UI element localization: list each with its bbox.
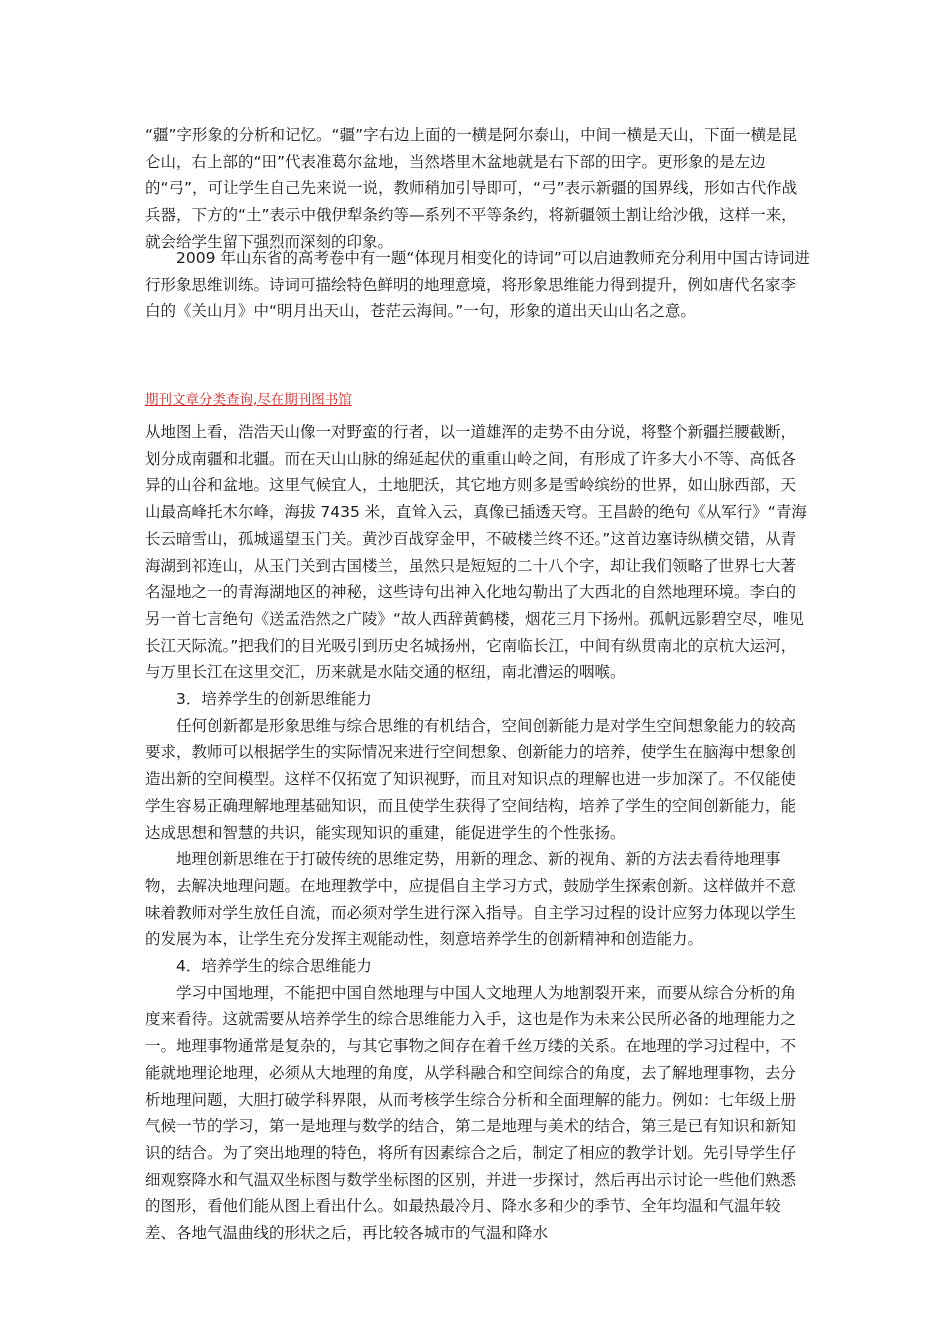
body-paragraph: 地理创新思维在于打破传统的思维定势，用新的理念、新的视角、新的方法去看待地理事物，去解决地理问题。在地理教学中，应提倡自主学习方式，鼓励学生探索创新。这样做并不意味着教师对学生放任自流，而必须对学生进行深入指导。自主学习过程的设计应努力体现以学生的发展为本，让学生充分发挥主观能动性，刻意培养学生的创新精神和创造能力。 (145, 850, 797, 949)
paragraph-text: “疆”字形象的分析和记忆。“疆”字右边上面的一横是阿尔泰山，中间一横是天山，下面一横是昆仑山，右上部的“田”代表准葛尔盆地，当然塔里木盆地就是右下部的田字。更形象的是左边的“弓”，可让学生自己先来说一说，教师稍加引导即可，“弓”表示新疆的国界线，形如古代作战兵器，下方的“土”表示中俄伊犁条约等—系列不平等条约，将新疆领土割让给沙俄，这样一来，就会给学生留下强烈而深刻的印象。 (145, 126, 798, 251)
paragraph-text: 2009 年山东省的高考卷中有一题“体现月相变化的诗词”可以启迪教师充分利用中国古诗词进行形象思维训练。诗词可描绘特色鲜明的地理意境，将形象思维能力得到提升，例如唐代名家李白的《关山月》中“明月出天山，苍茫云海间。”一句，形象的道出天山山名之意。 (145, 249, 810, 321)
top-paragraph-2 (145, 245, 810, 325)
top-paragraph-1 (145, 122, 810, 256)
article-body (145, 419, 810, 1247)
body-paragraph: 从地图上看，浩浩天山像一对野蛮的行者，以一道雄浑的走势不由分说，将整个新疆拦腰截断，划分成南疆和北疆。而在天山山脉的绵延起伏的重重山岭之间，有形成了许多大小不等、高低各异的山谷和盆地。这里气候宜人，土地肥沃，其它地方则多是雪岭缤纷的世界，如山脉西部，天山最高峰托木尔峰，海拔 7435 米，直耸入云，真像已插透天穹。王昌龄的绝句《从军行》“青海长云暗雪山，孤城遥望玉门关。黄沙百战穿金甲，不破楼兰终不还。”这首边塞诗纵横交错，从青海湖到祁连山，从玉门关到古国楼兰，虽然只是短短的二十八个字，却让我们领略了世界七大著名湿地之一的青海湖地区的神秘，这些诗句出神入化地勾勒出了大西北的自然地理环境。李白的另一首七言绝句《送孟浩然之广陵》“故人西辞黄鹤楼，烟花三月下扬州。孤帆远影碧空尽，唯见长江天际流。”把我们的目光吸引到历史名城扬州，它南临长江，中间有纵贯南北的京杭大运河，与万里长江在这里交汇，历来就是水陆交通的枢纽，南北漕运的咽喉。 (145, 423, 807, 682)
journal-link-block (145, 389, 810, 411)
body-paragraph: 学习中国地理，不能把中国自然地理与中国人文地理人为地割裂开来，而要从综合分析的角度来看待。这就需要从培养学生的综合思维能力入手，这也是作为未来公民所必备的地理能力之一。地理事物通常是复杂的，与其它事物之间存在着千丝万缕的关系。在地理的学习过程中，不能就地理论地理，必须从大地理的角度，从学科融合和空间综合的角度，去了解地理事物，去分析地理问题，大胆打破学科界限，从而考核学生综合分析和全面理解的能力。例如：七年级上册气候一节的学习，第一是地理与数学的结合，第二是地理与美术的结合，第三是已有知识和新知识的结合。为了突出地理的特色，将所有因素综合之后，制定了相应的教学计划。先引导学生仔细观察降水和气温双坐标图与数学坐标图的区别，并进一步探讨，然后再出示讨论一些他们熟悉的图形，看他们能从图上看出什么。如最热最冷月、降水多和少的季节、全年均温和气温年较差、各地气温曲线的形状之后，再比较各城市的气温和降水 (145, 983, 797, 1243)
section-heading-4: 4．培养学生的综合思维能力 (176, 957, 372, 976)
body-paragraph: 任何创新都是形象思维与综合思维的有机结合，空间创新能力是对学生空间想象能力的较高要求，教师可以根据学生的实际情况来进行空间想象、创新能力的培养，使学生在脑海中想象创造出新的空间模型。这样不仅拓宽了知识视野，而且对知识点的理解也进一步加深了。不仅能使学生容易正确理解地理基础知识，而且使学生获得了空间结构，培养了学生的空间创新能力，能达成思想和智慧的共识，能实现知识的重建，能促进学生的个性张扬。 (145, 716, 797, 842)
journal-library-link[interactable]: 期刊文章分类查询,尽在期刊图书馆 (145, 392, 352, 408)
section-heading-3: 3．培养学生的创新思维能力 (176, 690, 372, 709)
